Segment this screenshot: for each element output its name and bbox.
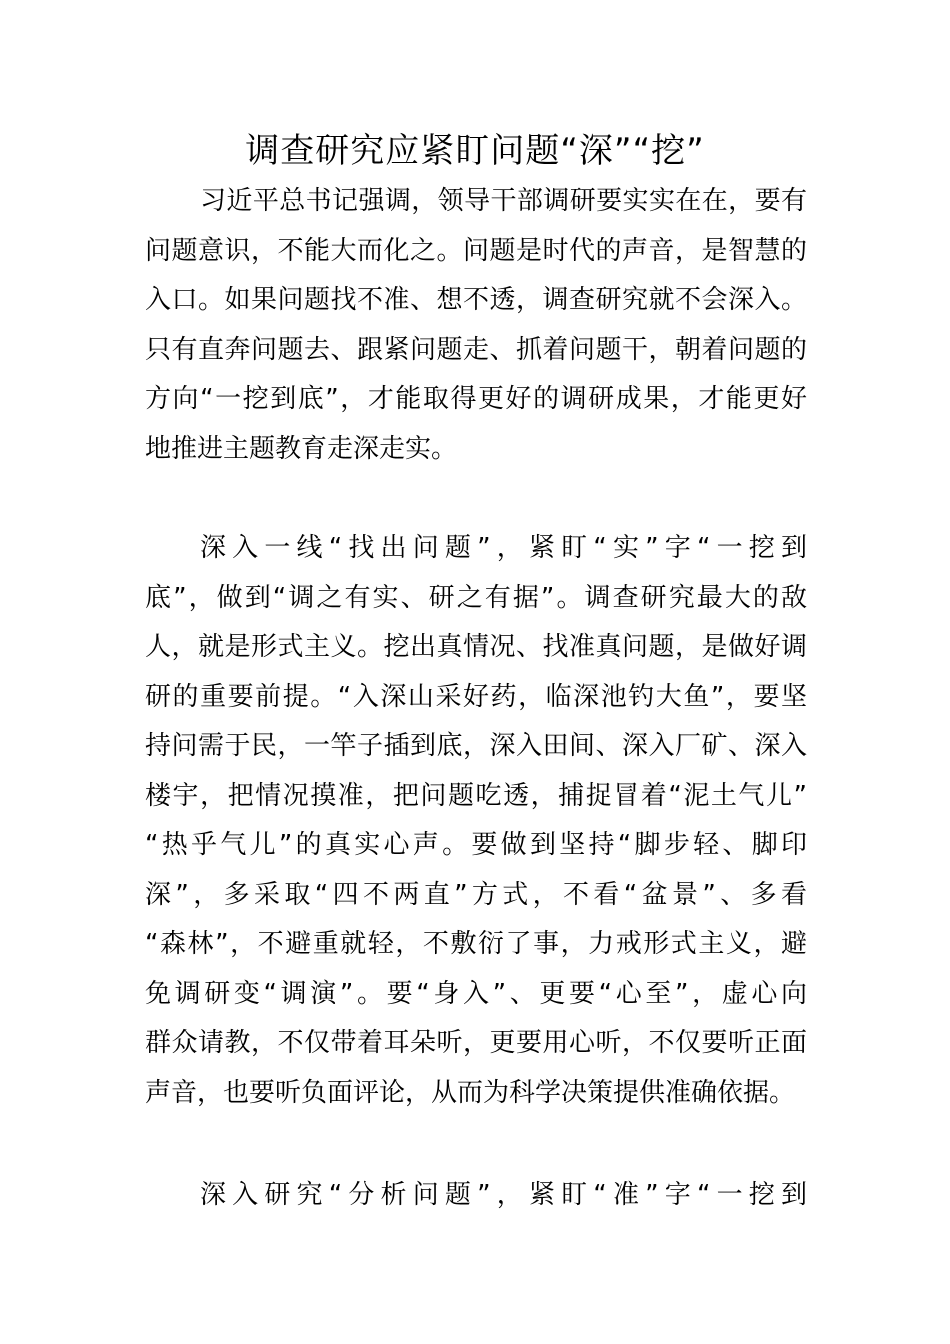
paragraph-line: 底”，做到“调之有实、研之有据”。调查研究最大的敌 (145, 583, 807, 613)
paragraph-line: 习近平总书记强调，领导干部调研要实实在在，要有 (200, 186, 807, 216)
paragraph-line: 方向“一挖到底”，才能取得更好的调研成果，才能更好 (145, 384, 807, 414)
paragraph-line: 声音，也要听负面评论，从而为科学决策提供准确依据。 (145, 1078, 796, 1108)
paragraph-line: 深入研究“分析问题”，紧盯“准”字“一挖到 (200, 1180, 807, 1210)
paragraph-line: 人，就是形式主义。挖出真情况、找准真问题，是做好调 (145, 632, 807, 662)
paragraph-line: 深入一线“找出问题”，紧盯“实”字“一挖到 (200, 533, 807, 563)
paragraph-line: 问题意识，不能大而化之。问题是时代的声音，是智慧的 (145, 236, 807, 266)
paragraph-line: 地推进主题教育走深走实。 (145, 434, 458, 464)
paragraph-line: 只有直奔问题去、跟紧问题走、抓着问题干，朝着问题的 (145, 335, 807, 365)
paragraph-line: 研的重要前提。“入深山采好药，临深池钓大鱼”，要坚 (145, 682, 807, 712)
document-title: 调查研究应紧盯问题“深”“挖” (245, 131, 705, 171)
paragraph-line: 楼宇，把情况摸准，把问题吃透，捕捉冒着“泥土气儿” (145, 781, 807, 811)
paragraph-line: 入口。如果问题找不准、想不透，调查研究就不会深入。 (145, 285, 807, 315)
paragraph-line: 免调研变“调演”。要“身入”、更要“心至”，虚心向 (145, 979, 807, 1009)
paragraph-line: “森林”，不避重就轻，不敷衍了事，力戒形式主义，避 (145, 929, 807, 959)
paragraph-line: 群众请教，不仅带着耳朵听，更要用心听，不仅要听正面 (145, 1028, 807, 1058)
paragraph-line: 持问需于民，一竿子插到底，深入田间、深入厂矿、深入 (145, 731, 807, 761)
paragraph-line: “热乎气儿”的真实心声。要做到坚持“脚步轻、脚印 (145, 830, 807, 860)
paragraph-line: 深”，多采取“四不两直”方式，不看“盆景”、多看 (145, 880, 807, 910)
